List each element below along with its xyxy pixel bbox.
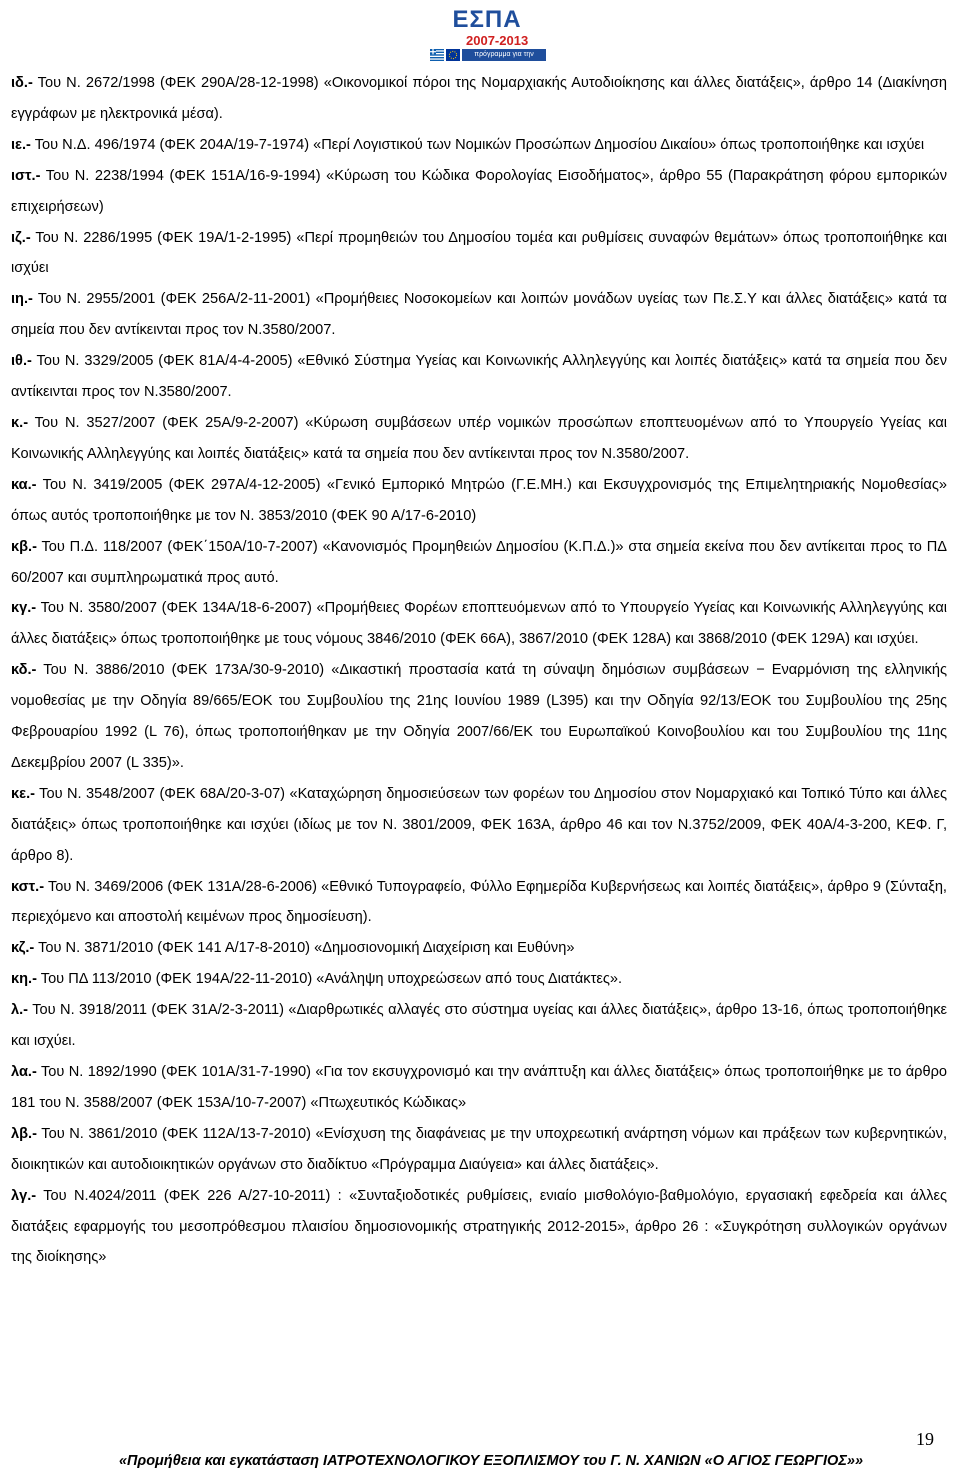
item-label: κβ.-	[11, 538, 37, 555]
item-text: Του Ν. 3886/2010 (ΦΕΚ 173Α/30-9-2010) «Δικαστική προστασία κατά τη σύναψη δημόσιων συμβάσεων − Εναρμόνιση της ελληνικής νομοθεσίας με την Οδηγία 89/665/ΕΟΚ του Συμβουλίου της 21ης Ιουνίου 1989 (L395) και την Οδηγία 92/13/ΕΟΚ του Συμβουλίου της 25ης Φεβρουαρίου 1992 (L 76), όπως τροποποιήθηκαν με την Οδηγία 2007/66/ΕΚ του Ευρωπαϊκού Κοινοβουλίου και του Συμβουλίου της 11ης Δεκεμβρίου 2007 (L 335)».	[11, 662, 947, 771]
list-item	[11, 346, 947, 408]
list-item	[11, 779, 947, 872]
list-item	[11, 130, 947, 161]
list-item	[11, 161, 947, 223]
item-label: κ.-	[11, 414, 29, 431]
item-label: κη.-	[11, 971, 37, 988]
logo-main-text: ΕΣΠΑ	[452, 6, 522, 33]
item-label: ιστ.-	[11, 167, 41, 184]
item-label: λβ.-	[11, 1125, 37, 1142]
item-text: Του Ν. 1892/1990 (ΦΕΚ 101Α/31-7-1990) «Για τον εκσυγχρονισμό και την ανάπτυξη και άλλες διατάξεις» όπως τροποποιήθηκε με το άρθρο 181 του Ν. 3588/2007 (ΦΕΚ 153Α/10-7-2007) «Πτωχευτικός Κώδικας»	[11, 1064, 947, 1111]
list-item	[11, 68, 947, 130]
list-item	[11, 995, 947, 1057]
list-item	[11, 933, 947, 964]
page-number: 19	[916, 1429, 934, 1449]
item-text: Του Ν. 3329/2005 (ΦΕΚ 81Α/4-4-2005) «Εθνικό Σύστημα Υγείας και Κοινωνικής Αλληλεγγύης και λοιπές διατάξεις» κατά τα σημεία που δεν αντίκεινται προς τον Ν.3580/2007.	[11, 353, 947, 401]
item-label: κε.-	[11, 785, 35, 802]
eu-greece-flags-icon	[430, 49, 460, 61]
item-text: Του Ν.4024/2011 (ΦΕΚ 226 Α/27-10-2011) : «Συνταξιοδοτικές ρυθμίσεις, ενιαίο μισθολόγιο-βαθμολόγιο, εργασιακή εφεδρεία και άλλες διατάξεις εφαρμογής του μεσοπρόθεσμου πλαισίου δημοσιονομικής στρατηγικής 2012-2015», άρθρο 26 : «Συγκρότηση συλλογικών οργάνων της διοίκησης»	[11, 1187, 947, 1266]
item-label: κζ.-	[11, 940, 35, 957]
list-item	[11, 655, 947, 779]
item-label: ιζ.-	[11, 229, 31, 246]
list-item	[11, 470, 947, 532]
list-item	[11, 964, 947, 995]
item-text: Του Ν. 3580/2007 (ΦΕΚ 134Α/18-6-2007) «Προμήθειες Φορέων εποπτευόμενων από το Υπουργείο Υγείας και Κοινωνικής Αλληλεγγύης και άλλες διατάξεις» όπως τροποποιήθηκε με τους νόμους 3846/2010 (ΦΕΚ 66Α), 3867/2010 (ΦΕΚ 128Α) και 3868/2010 (ΦΕΚ 129Α) και ισχύει.	[11, 600, 947, 648]
item-label: κγ.-	[11, 600, 37, 617]
item-label: ιε.-	[11, 136, 31, 153]
list-item	[11, 284, 947, 346]
list-item	[11, 223, 947, 285]
item-text: Του Ν. 2955/2001 (ΦΕΚ 256Α/2-11-2001) «Προμήθειες Νοσοκομείων και λοιπών μονάδων υγείας των Πε.Σ.Υ και άλλες διατάξεις» κατά τα σημεία που δεν αντίκεινται προς τον Ν.3580/2007.	[11, 291, 947, 339]
item-text: Του Ν. 3918/2011 (ΦΕΚ 31Α/2-3-2011) «Διαρθρωτικές αλλαγές στο σύστημα υγείας και άλλες διατάξεις», άρθρο 13-16, όπως τροποποιήθηκε και ισχύει.	[11, 1002, 947, 1050]
item-label: λγ.-	[11, 1187, 37, 1204]
item-text: Του Ν.Δ. 496/1974 (ΦΕΚ 204Α/19-7-1974) «Περί Λογιστικού των Νομικών Προσώπων Δημοσίου Δικαίου» όπως τροποποιήθηκε και ισχύει	[30, 136, 925, 153]
item-label: ιη.-	[11, 291, 33, 308]
list-item	[11, 1057, 947, 1119]
list-item	[11, 1181, 947, 1274]
item-text: Του Π.Δ. 118/2007 (ΦΕΚ΄150Α/10-7-2007) «Κανονισμός Προμηθειών Δημοσίου (Κ.Π.Δ.)» στα σημεία εκείνα που δεν αντίκειται προς το ΠΔ 60/2007 και συμπληρωματικά προς αυτό.	[11, 538, 947, 586]
item-text: Του Ν. 2286/1995 (ΦΕΚ 19Α/1-2-1995) «Περί προμηθειών του Δημοσίου τομέα και ρυθμίσεις συναφών θεμάτων» όπως τροποποιήθηκε και ισχύει	[11, 229, 947, 277]
item-label: ιδ.-	[11, 75, 33, 91]
item-text: Του Ν. 3469/2006 (ΦΕΚ 131Α/28-6-2006) «Εθνικό Τυπογραφείο, Φύλλο Εφημερίδα Κυβερνήσεως και λοιπές διατάξεις», άρθρο 9 (Σύνταξη, περιεχόμενο και αποστολή κειμένων προς δημοσίευση).	[11, 878, 947, 926]
item-text: Του Ν. 3548/2007 (ΦΕΚ 68Α/20-3-07) «Καταχώρηση δημοσιεύσεων των φορέων του Δημοσίου στον Νομαρχιακό και Τοπικό Τύπο και άλλες διατάξεις» όπως τροποποιήθηκε και ισχύει (ιδίως με τον Ν. 3801/2009, ΦΕΚ 163Α, άρθρο 46 και τον Ν.3752/2009, ΦΕΚ 40Α/4-3-200, ΚΕΦ. Γ, άρθρο 8).	[11, 785, 947, 864]
item-text: Του Ν. 3419/2005 (ΦΕΚ 297Α/4-12-2005) «Γενικό Εμπορικό Μητρώο (Γ.Ε.ΜΗ.) και Εκσυγχρονισμός της Επιμελητηριακής Νομοθεσίας» όπως αυτός τροποποιήθηκε με τον Ν. 3853/2010 (ΦΕΚ 90 Α/17-6-2010)	[11, 476, 947, 524]
item-text: Του ΠΔ 113/2010 (ΦΕΚ 194Α/22-11-2010) «Ανάληψη υποχρεώσεων από τους Διατάκτες».	[36, 971, 623, 988]
logo-slogan: πρόγραμμα για την ανάπτυξη	[462, 49, 546, 61]
logo-years: 2007-2013	[466, 33, 529, 48]
item-text: Του Ν. 3861/2010 (ΦΕΚ 112Α/13-7-2010) «Ενίσχυση της διαφάνειας με την υποχρεωτική ανάρτηση νόμων και πράξεων των κυβερνητικών, διοικητικών και αυτοδιοικητικών οργάνων στο διαδίκτυο «Πρόγραμμα Διαύγεια» και άλλες διατάξεις».	[11, 1125, 947, 1173]
item-text: Του Ν. 3871/2010 (ΦΕΚ 141 Α/17-8-2010) «Δημοσιονομική Διαχείριση και Ευθύνη»	[34, 940, 575, 957]
footer-title: «Προμήθεια και εγκατάσταση ΙΑΤΡΟΤΕΧΝΟΛΟΓΙΚΟΥ ΕΞΟΠΛΙΣΜΟΥ του Γ. Ν. ΧΑΝΙΩΝ «Ο ΑΓΙΟΣ ΓΕΩΡΓΙΟΣ»»	[118, 1453, 864, 1469]
item-label: κδ.-	[11, 662, 37, 679]
list-item	[11, 532, 947, 594]
item-label: κστ.-	[11, 878, 45, 895]
item-text: Του Ν. 2238/1994 (ΦΕΚ 151Α/16-9-1994) «Κύρωση του Κώδικα Φορολογίας Εισοδήματος», άρθρο 55 (Παρακράτηση φόρου εμπορικών επιχειρήσεων)	[11, 167, 947, 215]
item-label: λα.-	[11, 1064, 37, 1080]
item-label: ιθ.-	[11, 353, 32, 370]
list-item	[11, 1119, 947, 1181]
item-text: Του Ν. 2672/1998 (ΦΕΚ 290Α/28-12-1998) «Οικονομικοί πόροι της Νομαρχιακής Αυτοδιοίκησης και άλλες διατάξεις», άρθρο 14 (Διακίνηση εγγράφων με ηλεκτρονικά μέσα).	[11, 75, 947, 122]
item-label: κα.-	[11, 476, 37, 493]
list-item	[11, 593, 947, 655]
list-item	[11, 872, 947, 934]
espa-logo	[428, 6, 546, 70]
item-text: Του Ν. 3527/2007 (ΦΕΚ 25Α/9-2-2007) «Κύρωση συμβάσεων υπέρ νομικών προσώπων εποπτευομένων από το Υπουργείο Υγείας και Κοινωνικής Αλληλεγγύης και λοιπές διατάξεις» κατά τα σημεία που δεν αντίκεινται προς τον Ν.3580/2007.	[11, 414, 947, 462]
item-label: λ.-	[11, 1002, 29, 1019]
list-item	[11, 408, 947, 470]
legislation-list	[11, 68, 947, 1273]
